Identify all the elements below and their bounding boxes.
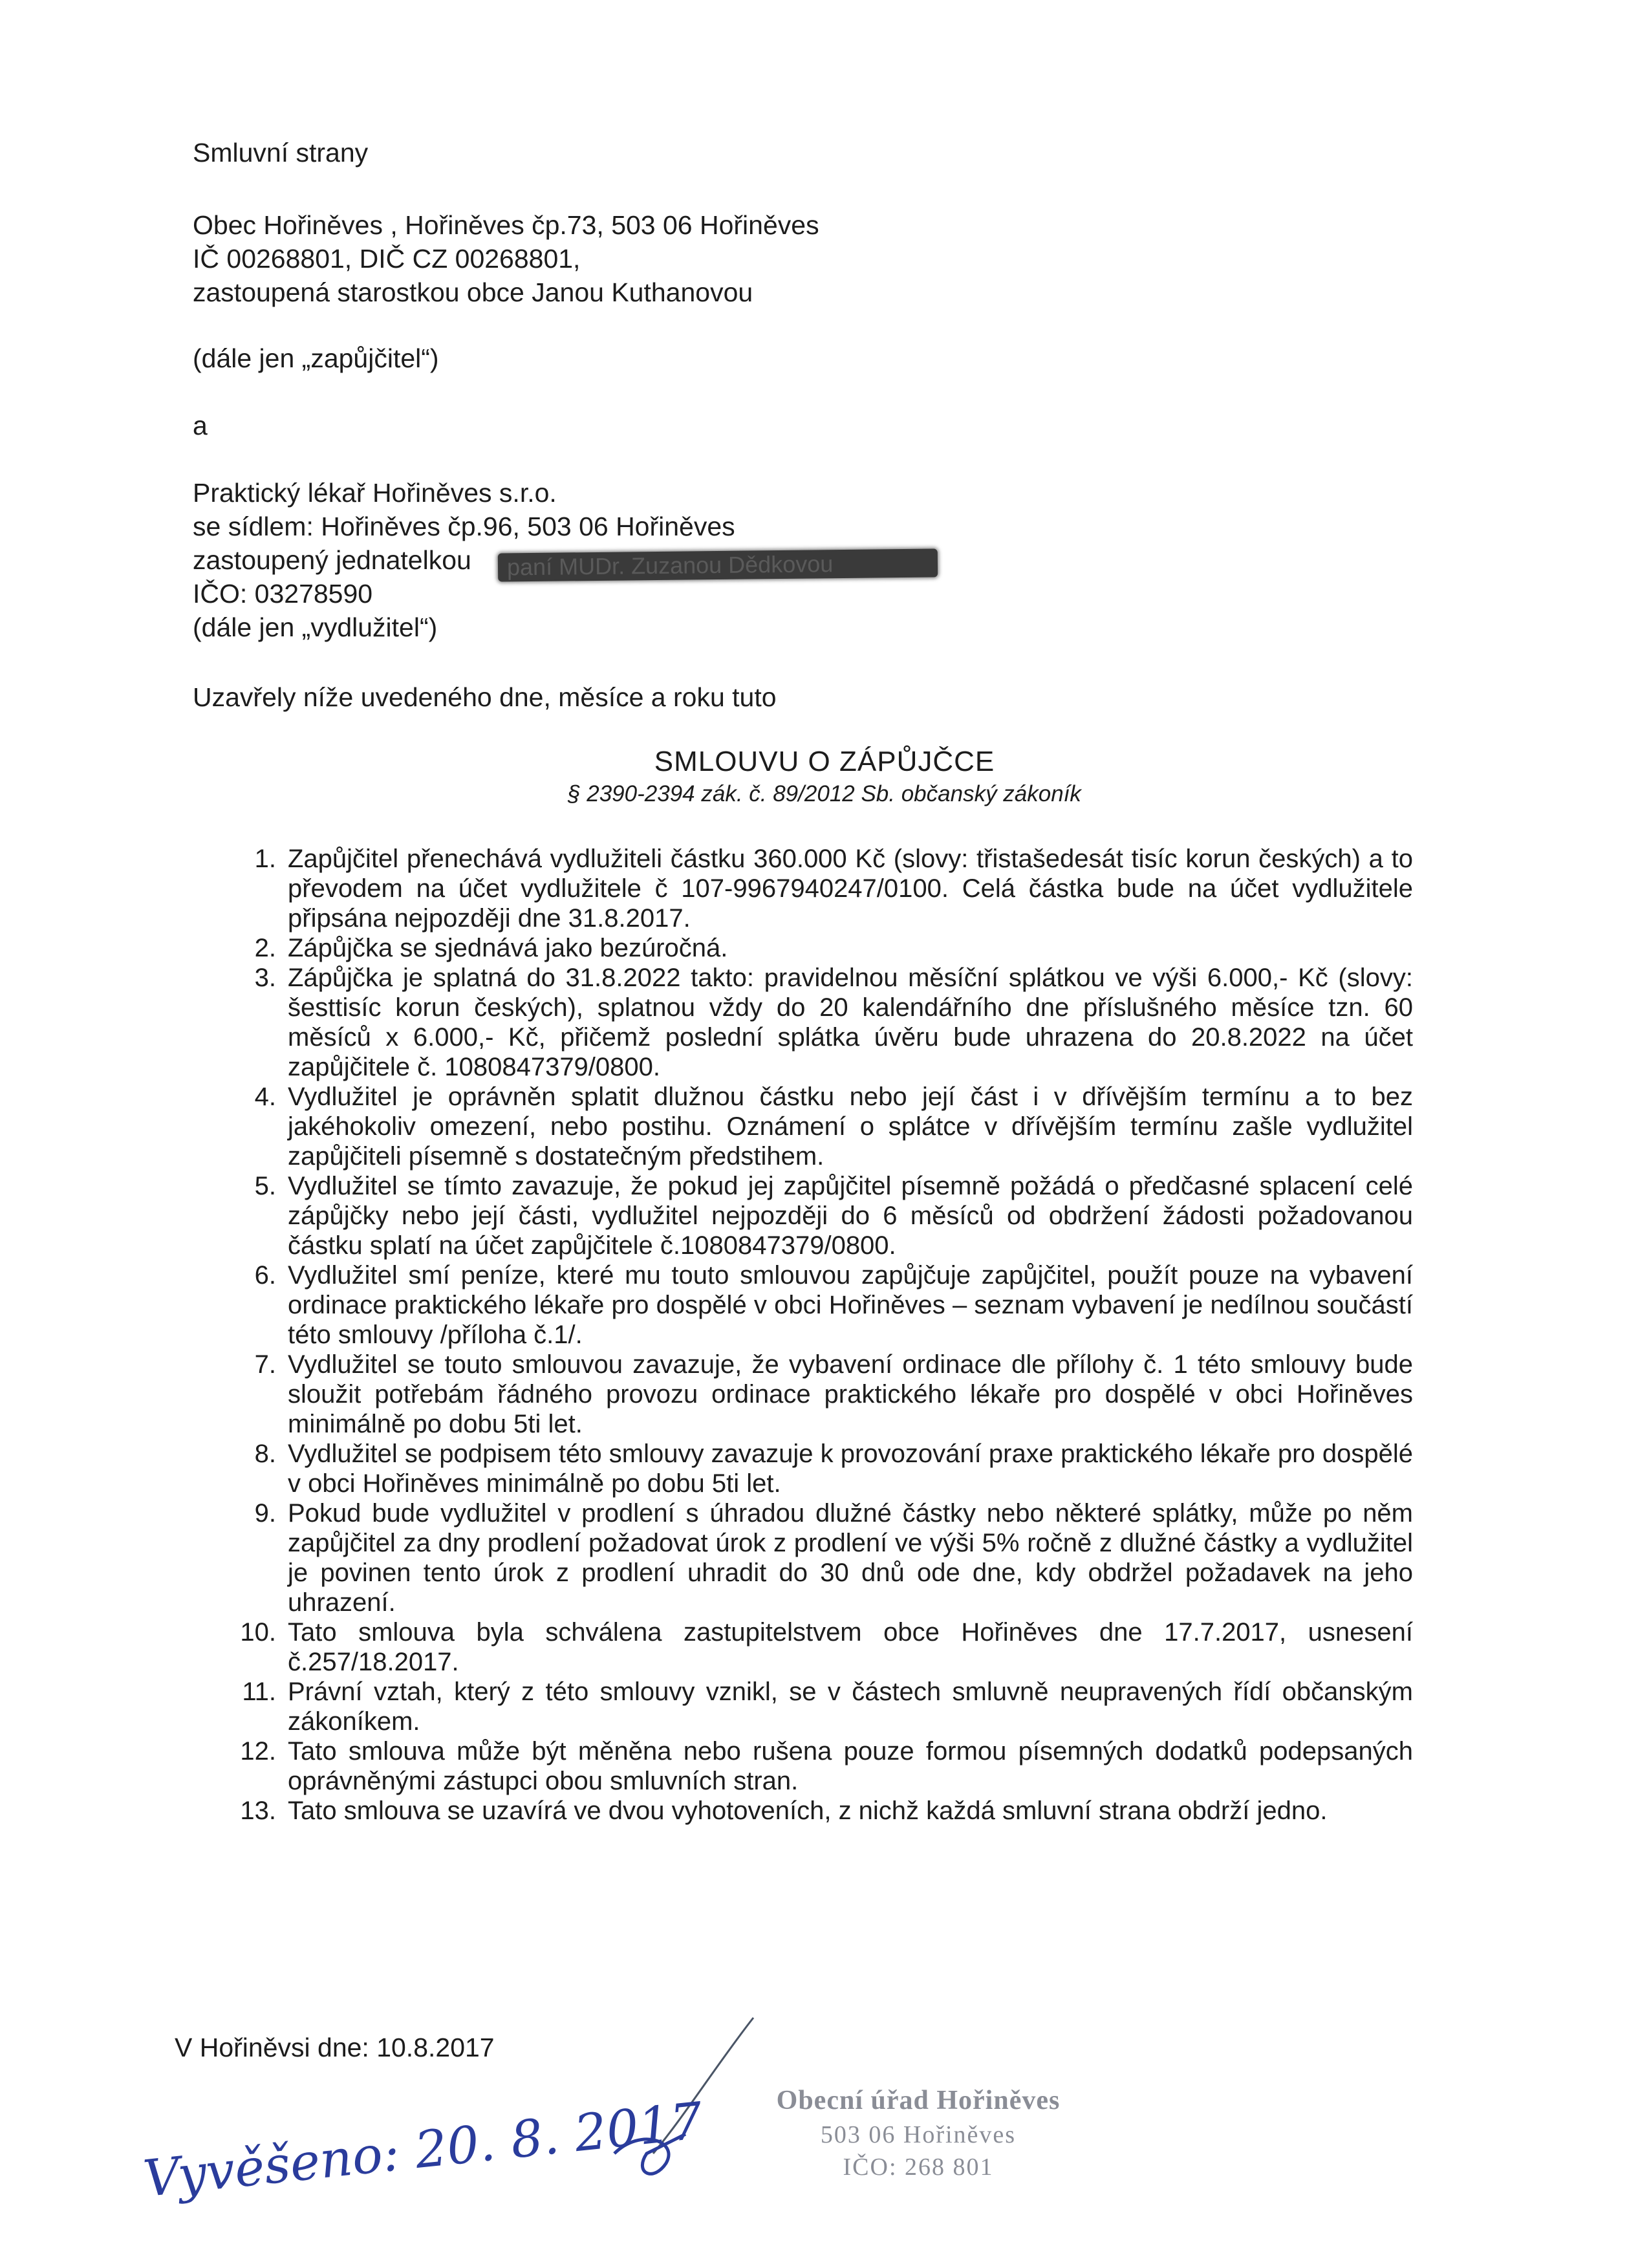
clause-number: 4.	[254, 1083, 276, 1111]
borrower-address: se sídlem: Hořiněves čp.96, 503 06 Hořiněves	[193, 512, 735, 541]
clause-number: 2.	[254, 934, 276, 962]
redacted-name-text: paní MUDr. Zuzanou Dědkovou	[506, 550, 834, 581]
stamp-line-address: 503 06 Hořiněves	[820, 2121, 1017, 2148]
contract-title: SMLOUVU O ZÁPŮJČCE	[654, 746, 995, 777]
clause-text: Pokud bude vydlužitel v prodlení s úhradou dlužné částky nebo některé splátky, může po něm zapůjčitel za dny prodlení požadovat úrok z prodlení ve výši 5% ročně z dlužné částky a vydlužitel je povinen tento úrok z prodlení uhradit do 30 dnů ode dne, kdy obdržel požadavek na jeho uhrazení.	[288, 1499, 1413, 1617]
place-and-date: V Hořiněvsi dne: 10.8.2017	[175, 2033, 495, 2062]
clause-number: 1.	[254, 845, 276, 873]
conjunction: a	[193, 411, 208, 440]
clause-text: Tato smlouva může být měněna nebo rušena pouze formou písemných dodatků podepsaných oprávněnými zástupci obou smluvních stran.	[288, 1737, 1413, 1795]
posted-note: Vyvěšeno: 20. 8. 2017	[140, 2091, 706, 2209]
clause-text: Zapůjčitel přenechává vydlužiteli částku 360.000 Kč (slovy: třistašedesát tisíc korun českých) a to převodem na účet vydlužitele č 107-9967940247/0100. Celá částka bude na účet vydlužitele připsána nejpozději dne 31.8.2017.	[288, 845, 1413, 933]
clause-text: Vydlužitel je oprávněn splatit dlužnou částku nebo její část i v dřívějším termínu a to bez jakéhokoliv omezení, nebo postihu. Oznámení o splátce v dřívějším termínu zašle vydlužitel zapůjčiteli písemně s dostatečným předstihem.	[288, 1083, 1413, 1171]
clause-text: Právní vztah, který z této smlouvy vznikl, se v částech smluvně neupravených řídí občanským zákoníkem.	[288, 1678, 1413, 1736]
clause-text: Zápůjčka se sjednává jako bezúročná.	[288, 934, 728, 962]
clause-number: 10.	[240, 1618, 276, 1647]
clause-number: 3.	[254, 964, 276, 992]
contract-subtitle: § 2390-2394 zák. č. 89/2012 Sb. občanský zákoník	[568, 781, 1081, 806]
closing-sentence: Uzavřely níže uvedeného dne, měsíce a roku tuto	[193, 682, 777, 712]
lender-representative: zastoupená starostkou obce Janou Kuthanovou	[193, 277, 753, 307]
lender-alias: (dále jen „zapůjčitel“)	[193, 343, 439, 373]
clause-text: Tato smlouva byla schválena zastupitelstvem obce Hořiněves dne 17.7.2017, usnesení č.257/18.2017.	[288, 1618, 1413, 1676]
clause-text: Vydlužitel smí peníze, které mu touto smlouvou zapůjčuje zapůjčitel, použít pouze na vybavení ordinace praktického lékaře pro dospělé v obci Hořiněves – seznam vybavení je nedílnou součástí této smlouvy /příloha č.1/.	[288, 1261, 1413, 1349]
clause-number: 6.	[254, 1261, 276, 1290]
borrower-ico: IČO: 03278590	[193, 579, 373, 609]
stamp-line-ico: IČO: 268 801	[843, 2154, 994, 2181]
clause-text: Vydlužitel se podpisem této smlouvy zavazuje k provozování praxe praktického lékaře pro dospělé v obci Hořiněves minimálně po dobu 5ti let.	[288, 1440, 1413, 1498]
stamp-line-office: Obecní úřad Hořiněves	[776, 2086, 1061, 2115]
clause-number: 11.	[242, 1678, 276, 1706]
clause-number: 8.	[254, 1440, 276, 1468]
clause-number: 12.	[240, 1737, 276, 1766]
lender-address: Obec Hořiněves , Hořiněves čp.73, 503 06 Hořiněves	[193, 210, 819, 240]
office-stamp	[737, 2082, 1099, 2183]
parties-heading: Smluvní strany	[193, 138, 369, 167]
clause-text: Vydlužitel se tímto zavazuje, že pokud jej zapůjčitel písemně požádá o předčasné splacení celé zápůjčky nebo její části, vydlužitel nejpozději do 6 měsíců od obdržení žádosti požadovanou částku splatí na účet zapůjčitele č.1080847379/0800.	[288, 1172, 1413, 1260]
clause-number: 7.	[254, 1350, 276, 1379]
clause-number: 9.	[254, 1499, 276, 1528]
borrower-name: Praktický lékař Hořiněves s.r.o.	[193, 478, 557, 508]
lender-ids: IČ 00268801, DIČ CZ 00268801,	[193, 244, 581, 274]
clause-text: Zápůjčka je splatná do 31.8.2022 takto: pravidelnou měsíční splátkou ve výši 6.000,- Kč (slovy: šesttisíc korun českých), splatnou vždy do 20 kalendářního dne příslušného měsíce tzn. 60 měsíců x 6.000,- Kč, přičemž poslední splátka úvěru bude uhrazena do 20.8.2022 na účet zapůjčitele č. 1080847379/0800.	[288, 964, 1413, 1081]
borrower-representative: zastoupený jednatelkou	[193, 545, 471, 575]
clause-text: Vydlužitel se touto smlouvou zavazuje, že vybavení ordinace dle přílohy č. 1 této smlouvy bude sloužit potřebám řádného provozu ordinace praktického lékaře pro dospělé v obci Hořiněves minimálně po dobu 5ti let.	[288, 1350, 1413, 1438]
clause-number: 13.	[240, 1797, 276, 1825]
borrower-alias: (dále jen „vydlužitel“)	[193, 612, 438, 642]
clause-number: 5.	[254, 1172, 276, 1200]
clause-text: Tato smlouva se uzavírá ve dvou vyhotoveních, z nichž každá smluvní strana obdrží jedno.	[288, 1797, 1328, 1825]
